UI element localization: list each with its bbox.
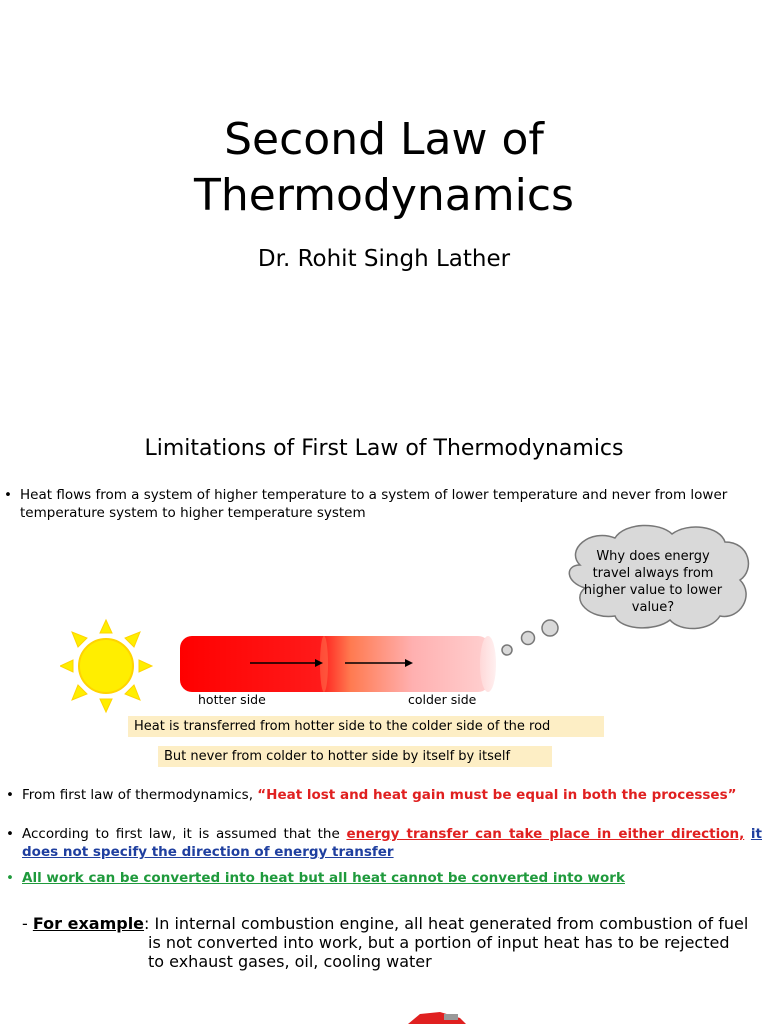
rod — [180, 636, 496, 692]
bullet-dot: • — [6, 787, 14, 803]
highlight-red: energy transfer can take place in either direction, — [346, 826, 745, 842]
highlight-blue: it does not specify the direction of energy transfer — [22, 826, 763, 860]
section-heading: Limitations of First Law of Thermodynamics — [144, 436, 624, 461]
bullet-dot: • — [6, 870, 14, 886]
title-line-2: Thermodynamics — [194, 170, 574, 221]
example-line-1: In internal combustion engine, all heat generated from combustion of fuel — [154, 914, 749, 933]
hot-side-label: hotter side — [198, 692, 266, 707]
example-line-3: to exhaust gases, oil, cooling water — [148, 952, 432, 971]
example-paragraph — [22, 914, 762, 971]
bullet-first-law — [6, 786, 762, 804]
bullet-work-heat — [6, 869, 762, 887]
bullet-text: From first law of thermodynamics, — [22, 787, 258, 803]
note-heat-transfer: Heat is transferred from hotter side to the colder side of the rod — [128, 716, 604, 737]
sun-icon — [60, 620, 152, 712]
author-name: Dr. Rohit Singh Lather — [257, 246, 511, 272]
thought-bubble-text: Why does energy travel always from higher value to lower value? — [583, 549, 723, 615]
bullet-heat-flow — [4, 486, 762, 522]
quote-text: “Heat lost and heat gain must be equal in both the processes” — [257, 787, 737, 803]
bullet-text: Heat flows from a system of higher temperature to a system of lower temperature and never from lower temperature system to higher temperature system — [20, 487, 728, 521]
bullet-dot: • — [6, 826, 14, 842]
example-colon: : — [144, 914, 150, 933]
example-dash: - — [22, 914, 33, 933]
example-line-2: is not converted into work, but a portion of input heat has to be rejected — [148, 933, 730, 952]
cold-side-label: colder side — [408, 692, 477, 707]
example-label: For example — [32, 914, 145, 933]
highlight-green: All work can be converted into heat but all heat cannot be converted into work — [22, 870, 625, 886]
bullet-text: According to first law, it is assumed that the — [22, 826, 347, 842]
engine-image-icon — [400, 1008, 480, 1024]
bullet-assumption — [6, 825, 763, 861]
slide-title — [0, 112, 768, 224]
title-line-1: Second Law of — [224, 114, 544, 165]
bullet-dot: • — [4, 487, 12, 503]
note-never-reverse: But never from colder to hotter side by itself by itself — [158, 746, 552, 767]
